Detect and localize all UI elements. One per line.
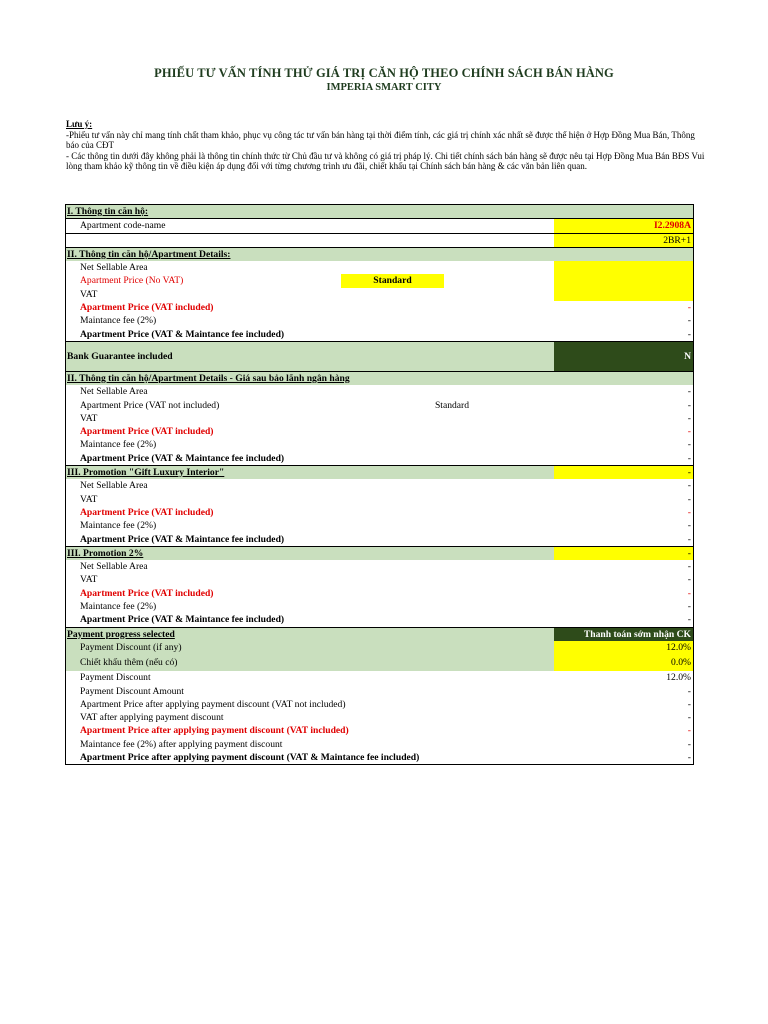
page-subtitle: IMPERIA SMART CITY [326, 82, 442, 93]
row-value [554, 274, 693, 287]
row-label: Payment Discount (if any) [80, 641, 182, 653]
row-value: - [687, 506, 691, 518]
row-after-discount-vat [66, 724, 693, 737]
row-label: VAT [80, 412, 98, 424]
row-value: - [687, 426, 691, 438]
quote-sheet [65, 204, 694, 765]
section-title: II. Thông tin căn hộ/Apartment Details: [67, 248, 231, 260]
row-value: - [687, 328, 691, 340]
row-label: VAT [80, 574, 98, 586]
row-value: - [687, 533, 691, 545]
section-title: III. Promotion 2% [67, 547, 144, 559]
row-label: Apartment Price (VAT & Maintance fee included) [80, 328, 285, 340]
row-value: - [687, 725, 691, 737]
notes-heading: Lưu ý: [66, 119, 93, 129]
row-price-no-vat [66, 399, 693, 412]
row-value: - [687, 561, 691, 573]
row-label: Net Sellable Area [80, 262, 148, 274]
row-value: - [687, 302, 691, 314]
row-label: Apartment Price (VAT & Maintance fee included) [80, 533, 285, 545]
row-apartment-code [66, 218, 693, 233]
row-label: Payment Discount Amount [80, 685, 184, 697]
row-label: Apartment Price after applying payment discount (VAT & Maintance fee included) [80, 751, 420, 763]
row-label: Net Sellable Area [80, 561, 148, 573]
row-price-vat [66, 301, 693, 314]
row-bank-guarantee [66, 341, 693, 372]
row-label: Apartment code-name [80, 220, 166, 232]
apartment-code-input[interactable]: I2.2908A [554, 219, 693, 232]
section-apartment-info [66, 205, 693, 218]
section-apartment-details [66, 247, 693, 261]
row-vat-after-discount [66, 711, 693, 724]
row-net-area [66, 385, 693, 398]
row-maintenance [66, 438, 693, 451]
section-title: III. Promotion "Gift Luxury Interior" [67, 467, 225, 479]
row-extra-discount [66, 654, 693, 671]
row-value [554, 288, 693, 301]
notes-line-1: -Phiếu tư vấn này chỉ mang tính chất tham khảo, phục vụ công tác tư vấn bán hàng tại thời điểm tính, các giá trị chính xác nhất sẽ được thể hiện ở Hợp Đồng Mua Bán, Thông báo của CĐT [66, 129, 695, 151]
row-net-area [66, 479, 693, 492]
row-net-area [66, 261, 693, 274]
section-title: II. Thông tin căn hộ/Apartment Details - Giá sau bảo lãnh ngân hàng [67, 372, 350, 384]
row-value: - [687, 315, 691, 327]
row-maintenance [66, 600, 693, 613]
row-value: - [687, 712, 691, 724]
row-maintenance [66, 519, 693, 532]
row-value: - [687, 439, 691, 451]
row-value: - [554, 466, 693, 479]
row-price-vat [66, 587, 693, 600]
row-label: Maintance fee (2%) [80, 520, 157, 532]
row-vat [66, 573, 693, 586]
row-price-total [66, 328, 693, 341]
page-title: PHIẾU TƯ VẤN TÍNH THỬ GIÁ TRỊ CĂN HỘ THEO CHÍNH SÁCH BÁN HÀNG [154, 66, 614, 80]
row-apartment-type [66, 234, 693, 247]
row-value: - [687, 587, 691, 599]
row-maintenance [66, 314, 693, 327]
row-vat [66, 493, 693, 506]
section-payment-progress [66, 627, 693, 641]
row-value: - [687, 412, 691, 424]
notes-line-2: - Các thông tin dưới đây không phải là thông tin chính thức từ Chủ đầu tư và không có giá trị pháp lý. Chi tiết chính sách bán hàng sẽ được nêu tại Hợp Đồng Mua Bán BĐS Vui lòng tham khảo kỹ thông tin về điều kiện áp dụng đối với từng chương trình ưu đãi, chiết khấu tại Chính sách bán hàng & các văn bản liên quan. [66, 150, 705, 172]
row-label: Chiết khấu thêm (nếu có) [80, 657, 178, 669]
row-value: - [687, 685, 691, 697]
row-value: - [687, 574, 691, 586]
bank-guarantee-toggle[interactable]: N [554, 342, 693, 371]
row-value: - [687, 614, 691, 626]
row-vat [66, 288, 693, 301]
row-label: VAT after applying payment discount [80, 712, 224, 724]
row-net-area [66, 560, 693, 573]
row-price-vat [66, 425, 693, 438]
row-label: Apartment Price (No VAT) [80, 275, 184, 287]
row-value: - [687, 751, 691, 763]
row-label: Apartment Price (VAT included) [80, 426, 214, 438]
row-label: Apartment Price (VAT included) [80, 506, 214, 518]
row-payment-discount [66, 671, 693, 684]
section-title: I. Thông tin căn hộ: [67, 206, 149, 217]
row-value: 12.0% [666, 672, 691, 684]
row-label: Apartment Price (VAT included) [80, 302, 214, 314]
notes-block [66, 119, 706, 172]
row-label: Apartment Price (VAT & Maintance fee included) [80, 614, 285, 626]
price-standard-label: Standard [434, 399, 470, 411]
apartment-type-value: 2BR+1 [554, 234, 693, 247]
row-payment-discount-any [66, 641, 693, 654]
row-label: Maintance fee (2%) [80, 601, 157, 613]
payment-progress-select[interactable]: Thanh toán sớm nhận CK [554, 628, 693, 641]
row-label: Net Sellable Area [80, 386, 148, 398]
row-value: - [687, 698, 691, 710]
row-label: VAT [80, 288, 98, 300]
row-payment-discount-amount [66, 685, 693, 698]
row-label: Payment Discount [80, 672, 151, 684]
row-maintenance-after-discount [66, 738, 693, 751]
row-price-total [66, 452, 693, 465]
row-label: Apartment Price after applying payment discount (VAT not included) [80, 698, 346, 710]
row-label: Net Sellable Area [80, 480, 148, 492]
row-label: Maintance fee (2%) [80, 439, 157, 451]
row-price-total [66, 613, 693, 626]
row-price-total [66, 533, 693, 546]
section-title: Payment progress selected [67, 628, 175, 640]
row-value: - [687, 520, 691, 532]
price-standard-select[interactable]: Standard [341, 274, 444, 287]
section-promotion-2pct [66, 546, 693, 560]
row-value: - [687, 601, 691, 613]
extra-discount-input[interactable]: 0.0% [554, 654, 693, 671]
row-label: Apartment Price (VAT included) [80, 587, 214, 599]
row-value: - [687, 399, 691, 411]
row-value: - [554, 547, 693, 560]
row-value: - [687, 493, 691, 505]
payment-discount-input[interactable]: 12.0% [554, 641, 693, 654]
row-label: Bank Guarantee included [67, 350, 173, 362]
row-after-discount-no-vat [66, 698, 693, 711]
row-vat [66, 412, 693, 425]
row-value [554, 261, 693, 274]
row-value: - [687, 452, 691, 464]
row-label: Maintance fee (2%) [80, 315, 157, 327]
row-label: Apartment Price (VAT & Maintance fee included) [80, 452, 285, 464]
row-label: Apartment Price after applying payment discount (VAT included) [80, 725, 349, 737]
row-value: - [687, 386, 691, 398]
row-label: Maintance fee (2%) after applying payment discount [80, 738, 283, 750]
row-label: Apartment Price (VAT not included) [80, 399, 220, 411]
row-label: VAT [80, 493, 98, 505]
row-after-discount-total [66, 751, 693, 764]
row-price-no-vat [66, 274, 693, 287]
row-value: - [687, 738, 691, 750]
row-value: - [687, 480, 691, 492]
row-price-vat [66, 506, 693, 519]
section-after-guarantee [66, 372, 693, 385]
section-promotion-gift [66, 465, 693, 479]
